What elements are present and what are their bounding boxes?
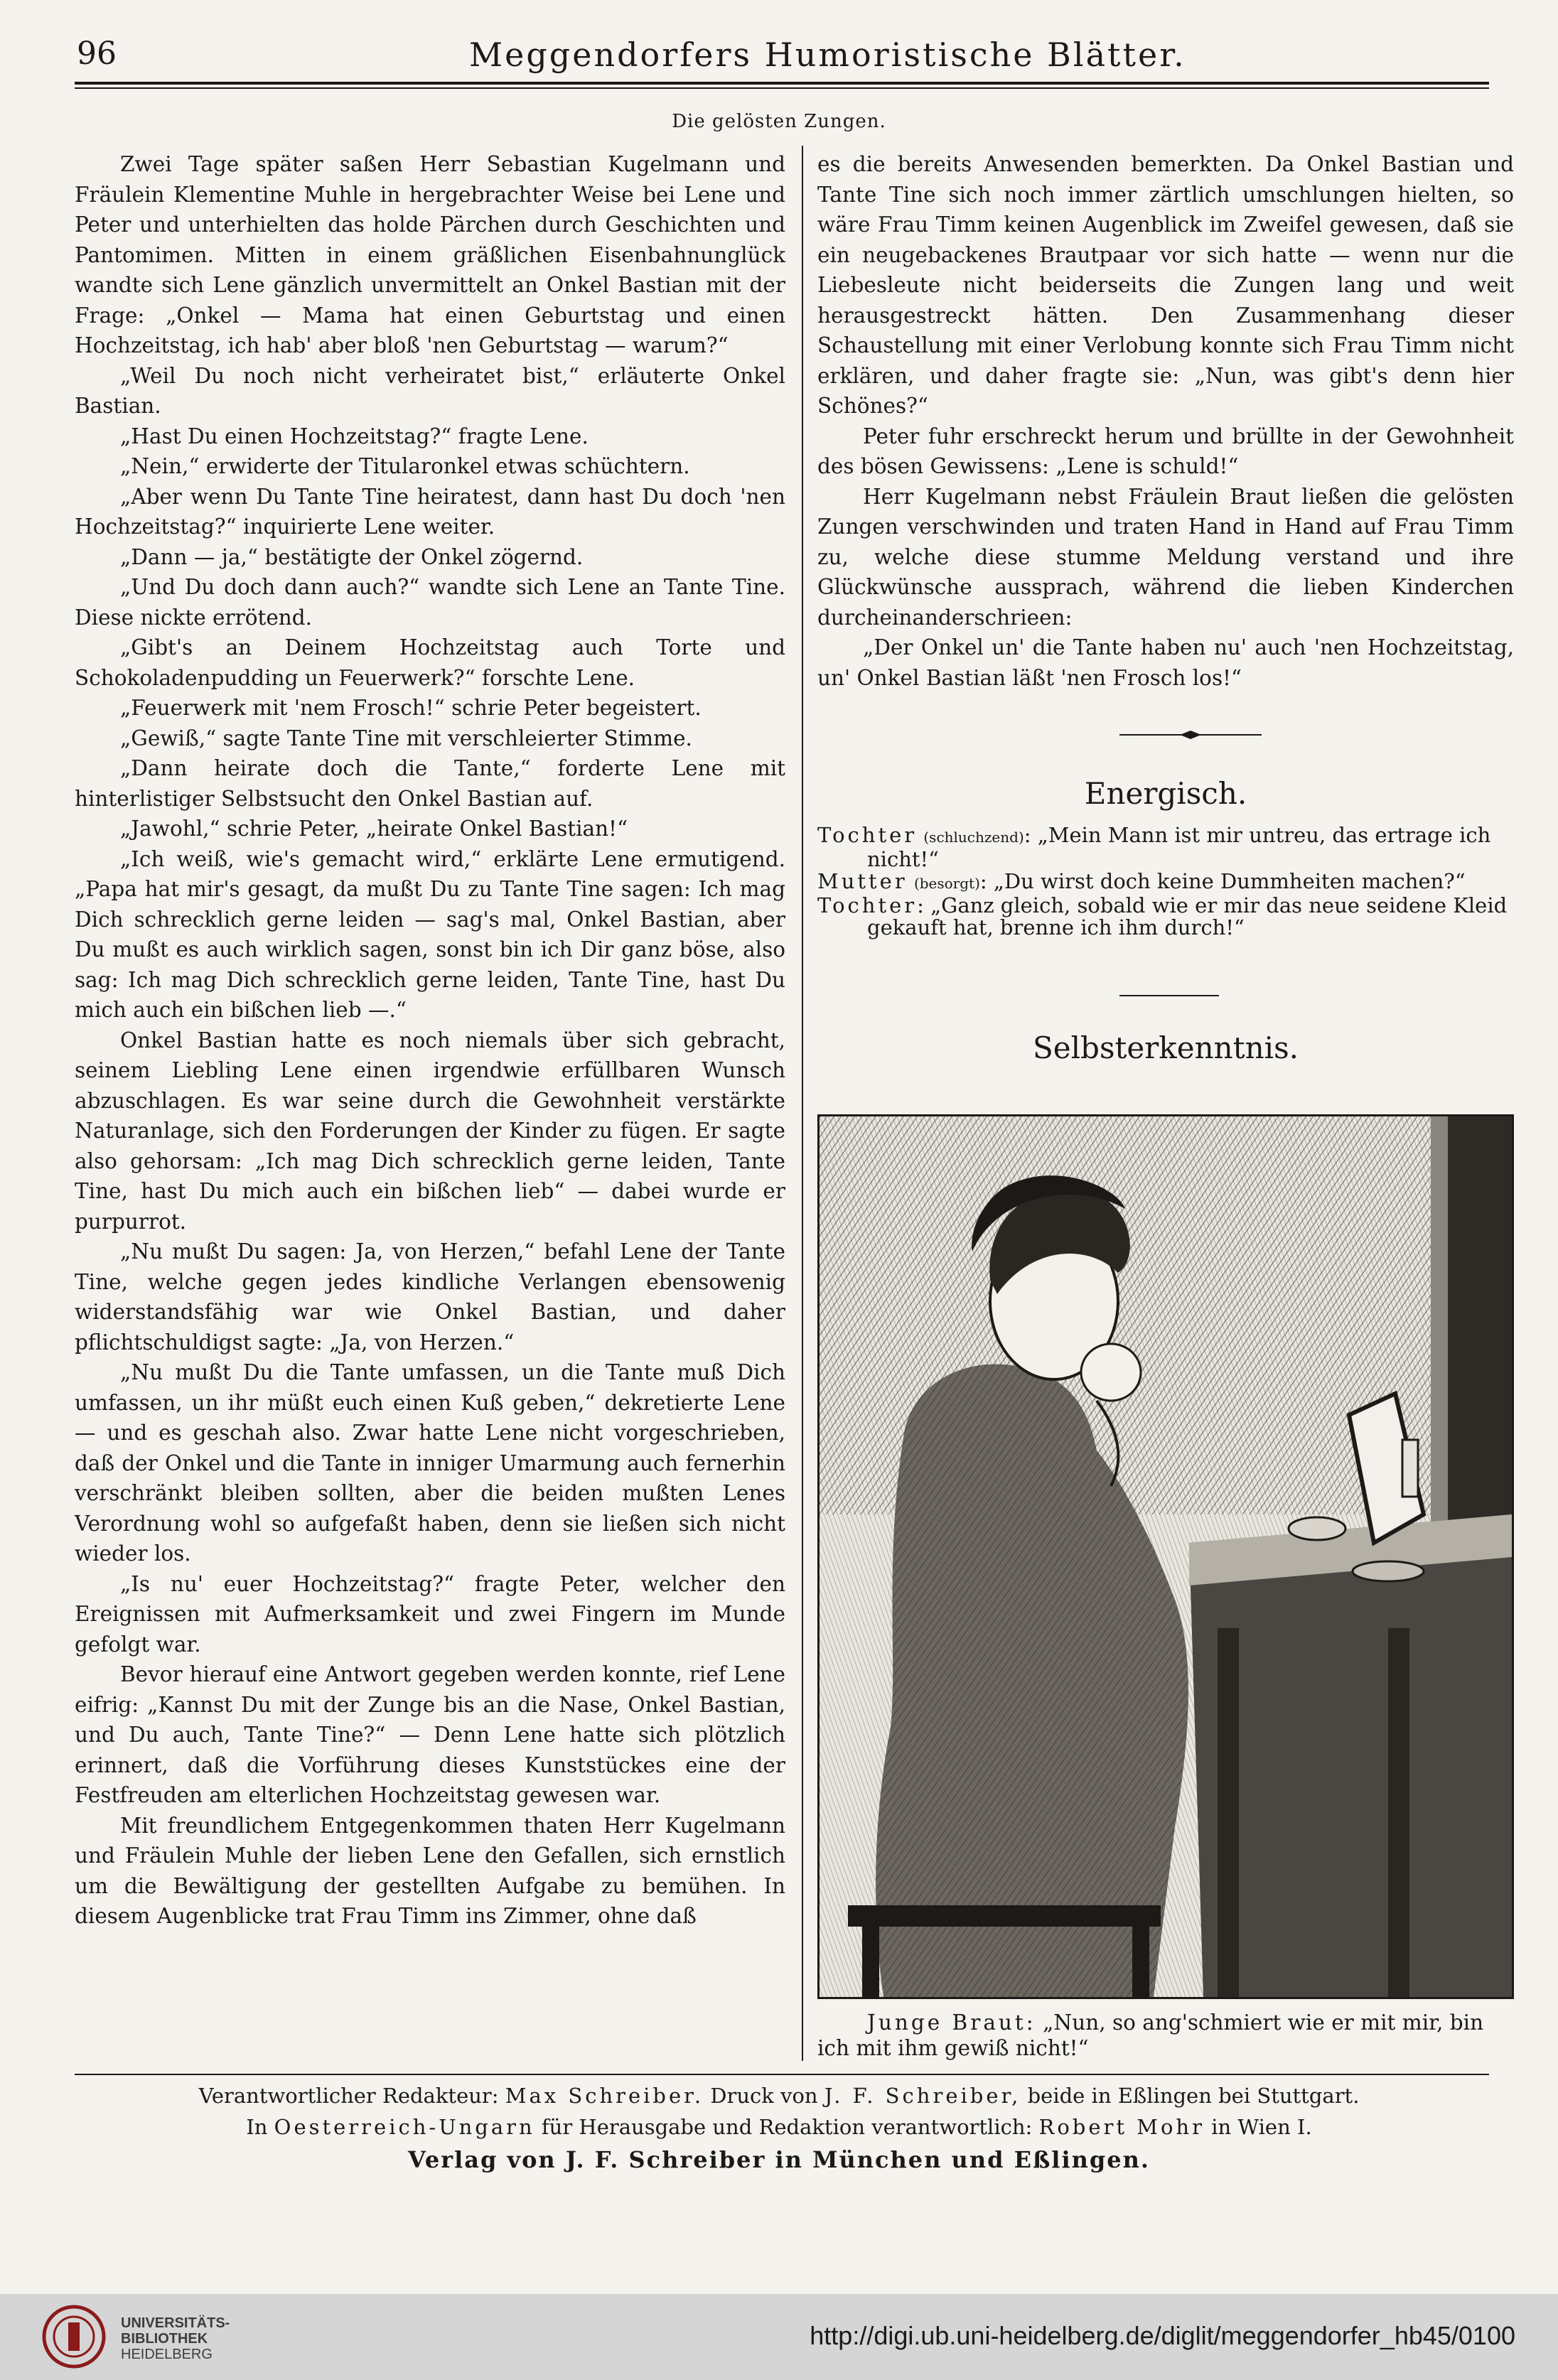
speaker: Mutter [817, 869, 908, 893]
footer-line-2 [0, 2115, 1558, 2139]
speaker: Tochter [817, 823, 918, 847]
speaker: Tochter [817, 893, 918, 917]
paragraph: „Weil Du noch nicht verheiratet bist,“ erläuterte Onkel Bastian. [75, 363, 785, 418]
dialog-text: „Du wirst doch keine Dummheiten machen?“ [993, 869, 1466, 893]
editor-name: Max Schreiber. [505, 2084, 704, 2108]
source-url-link[interactable]: http://digi.ub.uni-heidelberg.de/diglit/meggendorfer_hb45/0100 [810, 2321, 1515, 2350]
footer-rule [75, 2074, 1489, 2075]
library-name-line: UNIVERSITÄTS- [121, 2315, 230, 2331]
university-library-logo [41, 2304, 107, 2369]
dialog-text: „Mein Mann ist mir untreu, das ertrage ich nicht!“ [867, 823, 1491, 871]
paragraph: Herr Kugelmann nebst Fräulein Braut ließen die gelösten Zungen verschwinden und traten Hand in Hand auf Frau Timm zu, welche diese stumme Meldung verstand und ihre Glückwünsche aussprach, während die lieben Kinderchen durcheinanderschrieen: [817, 484, 1514, 630]
paragraph: „Gibt's an Deinem Hochzeitstag auch Torte und Schokoladenpudding un Feuerwerk?“ forschte Lene. [75, 635, 785, 690]
paragraph: Onkel Bastian hatte es noch niemals über sich gebracht, seinem Liebling Lene einen irgendwie erfüllbaren Wunsch abzuschlagen. Es war seine durch die Gewohnheit verstärkte Naturanlage, sich den Forderungen der Kinder zu fügen. Er sagte also gehorsam: „Ich mag Dich schrecklich gerne leiden, Tante Tine, hast Du mich auch ein bißchen lieb“ — dabei wurde er purpurrot. [75, 1028, 785, 1234]
paragraph: „Ich weiß, wie's gemacht wird,“ erklärte Lene ermutigend. „Papa hat mir's gesagt, da mußt Du zu Tante Tine sagen: Ich mag Dich schrecklich gerne leiden — sag's mal, Onkel Bastian, aber Du mußt es auch wirklich sagen, sonst bin ich Dir ganz böse, also sag: Ich mag Dich schrecklich gerne leiden, Tante Tine, hast Du mich auch ein bißchen lieb —.“ [75, 846, 785, 1022]
footer-line-2-start: In [246, 2115, 268, 2139]
printer-location: beide in Eßlingen bei Stuttgart. [1027, 2084, 1360, 2108]
section-separator [1119, 995, 1219, 996]
footer-responsible-name: Robert Mohr [1038, 2115, 1205, 2139]
paragraph: „Dann — ja,“ bestätigte der Onkel zögernd. [120, 544, 584, 569]
section-title-energisch: Energisch. [1084, 776, 1247, 811]
caption-speaker: Junge Braut: [867, 2010, 1036, 2035]
paragraph: Bevor hierauf eine Antwort gegeben werden konnte, rief Lene eifrig: „Kannst Du mit der Zunge bis an die Nase, Onkel Bastian, und Du auch, Tante Tine?“ — Denn Lene hatte sich plötzlich erinnert, daß die Vorführung dieses Kunststückes eine der Festfreuden am elterlichen Hochzeitstag gewesen war. [75, 1662, 785, 1807]
engraving-image [820, 1116, 1512, 1997]
paragraph: „Und Du doch dann auch?“ wandte sich Lene an Tante Tine. Diese nickte errötend. [75, 575, 785, 630]
library-name-line: BIBLIOTHEK [121, 2331, 208, 2347]
caption-text: „Nun, so ang'schmiert wie er mit mir, bin ich mit ihm gewiß nicht!“ [817, 2010, 1484, 2060]
ornament-divider [1119, 731, 1262, 739]
footer-region: Oesterreich-Ungarn [274, 2115, 535, 2139]
paragraph: „Nu mußt Du die Tante umfassen, un die Tante muß Dich umfassen, un ihr müßt euch einen Kuß geben,“ dekretierte Lene — und es geschah also. Zwar hatte Lene nicht vorgeschrieben, daß der Onkel und die Tante in inniger Umarmung auch fernerhin verschränkt bleiben sollten, aber die beiden mußten Lenes Verordnung wohl so aufgefaßt haben, denn sie ließen sich nicht wieder los. [75, 1360, 785, 1566]
dialog-line: Mutter (besorgt): „Du wirst doch keine Dummheiten machen?“ [817, 869, 1466, 893]
right-column-text [817, 149, 1514, 693]
story-title: Die gelösten Zungen. [672, 111, 886, 132]
header-rule-thin [75, 87, 1489, 89]
dialog-line: Tochter: „Ganz gleich, sobald wie er mir das neue seidene Kleid gekauft hat, brenne ich ihm durch!“ [817, 893, 1508, 939]
library-watermark-bar [0, 2294, 1558, 2380]
printer-label: Druck von [710, 2084, 818, 2108]
paragraph: „Nein,“ erwiderte der Titularonkel etwas schüchtern. [120, 454, 690, 478]
energisch-dialog [817, 824, 1514, 939]
footer-line-1 [0, 2084, 1558, 2108]
paragraph: „Dann heirate doch die Tante,“ forderte Lene mit hinterlistiger Selbstsucht den Onkel Bastian auf. [75, 756, 785, 811]
footer-line-2-end: in Wien I. [1211, 2115, 1312, 2139]
paragraph: „Der Onkel un' die Tante haben nu' auch 'nen Hochzeitstag, un' Onkel Bastian läßt 'nen Frosch los!“ [817, 635, 1514, 690]
library-name-line: HEIDELBERG [121, 2347, 213, 2362]
illustration-woman-at-mirror [817, 1114, 1514, 1999]
header-rule [75, 82, 1489, 85]
paragraph: Mit freundlichem Entgegenkommen thaten Herr Kugelmann und Fräulein Muhle der lieben Lene den Gefallen, sich ernstlich um die Bewältigung der gestellten Aufgabe zu bemühen. In diesem Augenblicke trat Frau Timm ins Zimmer, ohne daß [75, 1813, 785, 1928]
dialog-text: „Ganz gleich, sobald wie er mir das neue seidene Kleid gekauft hat, brenne ich ihm durch!“ [867, 893, 1508, 939]
illustration-caption [817, 2010, 1514, 2061]
paragraph: „Feuerwerk mit 'nem Frosch!“ schrie Peter begeistert. [120, 696, 702, 720]
paragraph: „Nu mußt Du sagen: Ja, von Herzen,“ befahl Lene der Tante Tine, welche gegen jedes kindliche Verlangen ebensowenig widerstandsfähig war wie Onkel Bastian, und daher pflichtschuldigst sagte: „Ja, von Herzen.“ [75, 1239, 785, 1355]
paragraph: es die bereits Anwesenden bemerkten. Da Onkel Bastian und Tante Tine sich noch immer zärtlich umschlungen hielten, so wäre Frau Timm keinen Augenblick im Zweifel gewesen, daß sie ein neugebackenes Brautpaar vor sich hatte — wenn nur die Liebesleute nicht beiderseits die Zungen lang und weit herausgestreckt hätten. Den Zusammenhang dieser Schaustellung mit einer Verlobung konnte sich Frau Timm nicht erklären, und daher fragte sie: „Nun, was gibt's denn hier Schönes?“ [817, 152, 1514, 418]
paragraph: „Is nu' euer Hochzeitstag?“ fragte Peter, welcher den Ereignissen mit Aufmerksamkeit und zwei Fingern im Munde gefolgt war. [75, 1571, 785, 1657]
paragraph: „Aber wenn Du Tante Tine heiratest, dann hast Du doch 'nen Hochzeitstag?“ inquirierte Lene weiter. [75, 484, 785, 539]
library-name [121, 2315, 230, 2362]
paragraph: Zwei Tage später saßen Herr Sebastian Kugelmann und Fräulein Klementine Muhle in hergebrachter Weise bei Lene und Peter und unterhielten das holde Pärchen durch Geschichten und Pantomimen. Mitten in einem gräßlichen Eisenbahnunglück wandte sich Lene gänzlich unvermittelt an Onkel Bastian mit der Frage: „Onkel — Mama hat einen Geburtstag und einen Hochzeitstag, ich hab' aber bloß 'nen Geburtstag — warum?“ [75, 152, 785, 357]
publisher-line: Verlag von J. F. Schreiber in München und Eßlingen. [407, 2146, 1151, 2173]
printer-name: J. F. Schreiber, [824, 2084, 1021, 2108]
left-column [75, 149, 785, 1932]
paragraph: „Jawohl,“ schrie Peter, „heirate Onkel Bastian!“ [120, 817, 628, 841]
stage-note: (schluchzend) [923, 829, 1024, 846]
running-title: Meggendorfers Humoristische Blätter. [469, 36, 1186, 74]
page-number: 96 [77, 36, 117, 72]
section-title-selbsterkenntnis: Selbsterkenntnis. [1033, 1030, 1299, 1065]
paragraph: „Hast Du einen Hochzeitstag?“ fragte Lene. [120, 424, 589, 448]
column-divider [802, 146, 803, 2061]
footer-line-2-mid: für Herausgabe und Redaktion verantwortlich: [541, 2115, 1033, 2139]
paragraph: „Gewiß,“ sagte Tante Tine mit verschleierter Stimme. [120, 726, 692, 750]
paragraph: Peter fuhr erschreckt herum und brüllte in der Gewohnheit des bösen Gewissens: „Lene is schuld!“ [817, 424, 1514, 478]
editor-label: Verantwortlicher Redakteur: [198, 2084, 499, 2108]
dialog-line: Tochter (schluchzend): „Mein Mann ist mir untreu, das ertrage ich nicht!“ [817, 823, 1491, 871]
stage-note: (besorgt) [913, 875, 980, 892]
